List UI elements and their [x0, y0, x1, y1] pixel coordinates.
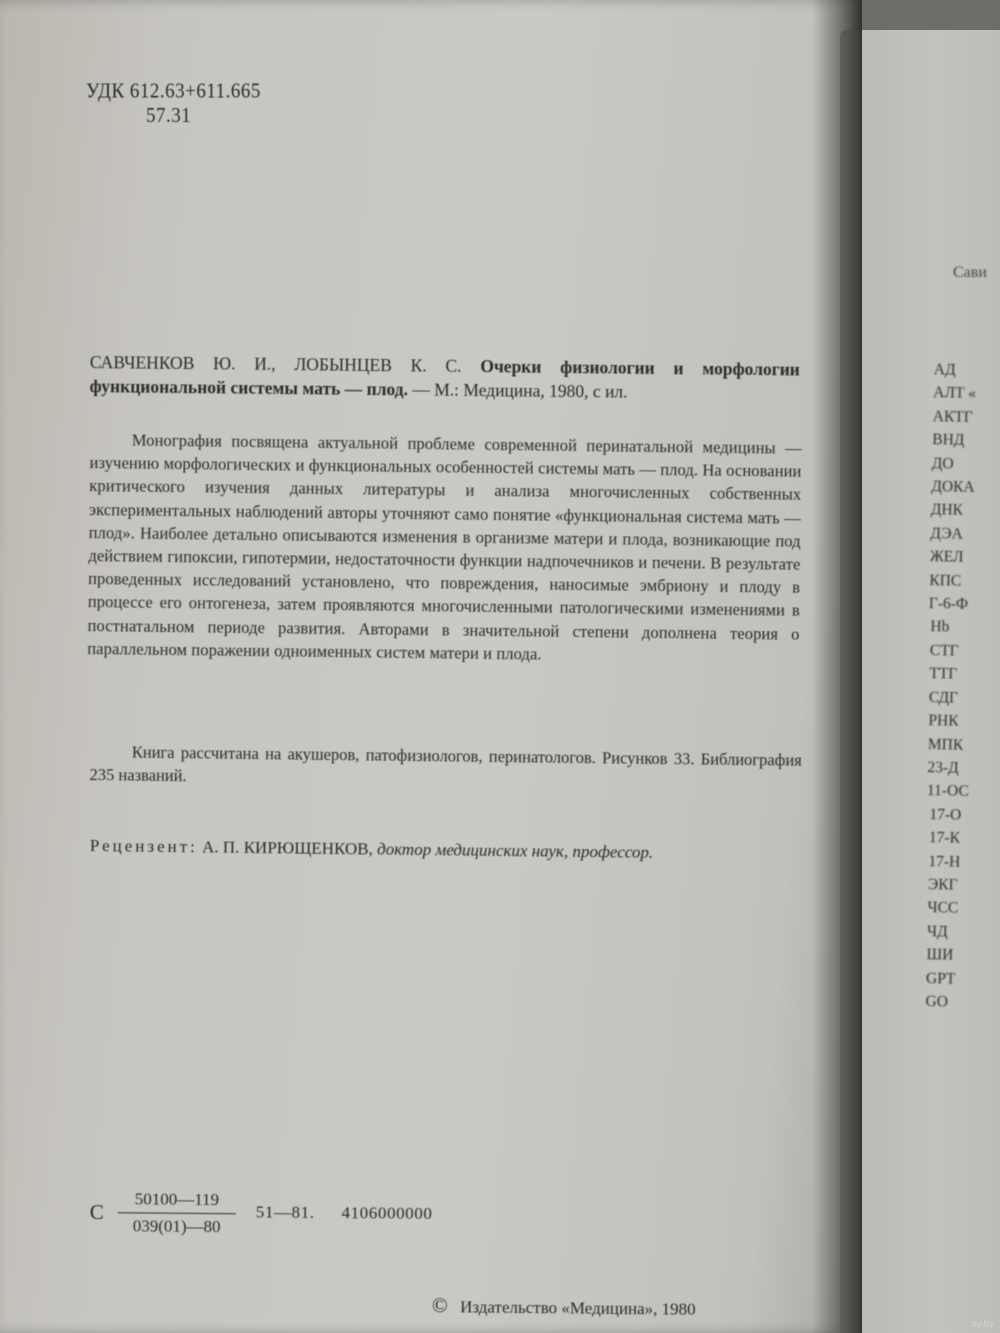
abbreviation-item: 17-Н — [928, 852, 961, 871]
udk-line-1: УДК 612.63+611.665 — [86, 80, 261, 104]
watermark: ay.by — [970, 1319, 994, 1330]
abbreviation-item: 11-ОС — [926, 782, 969, 801]
abbreviation-item: РНК — [928, 712, 959, 730]
abbreviation-item: ШИ — [926, 946, 954, 964]
abbreviation-item: Нb — [930, 618, 950, 636]
right-page — [840, 30, 1000, 1333]
reviewer-role: доктор медицинских наук, профессор. — [376, 839, 654, 862]
abbreviation-item: СДГ — [928, 688, 959, 707]
abbreviation-item: МПК — [927, 735, 964, 754]
citation-authors: САВЧЕНКОВ Ю. И., ЛОБЫНЦЕВ К. С. — [89, 351, 462, 376]
abbreviation-item: ТТГ — [929, 665, 958, 683]
catalog-letter: С — [89, 1199, 104, 1225]
abbreviation-item: GPT — [925, 969, 956, 988]
right-page-heading: Сави — [953, 264, 987, 281]
abbreviation-item: 17-К — [928, 829, 961, 847]
abbreviation-item: ЖЕЛ — [929, 548, 964, 566]
copyright-icon: © — [431, 1293, 448, 1318]
copyright-text: Издательство «Медицина», 1980 — [459, 1297, 696, 1319]
catalog-codes — [256, 1202, 455, 1224]
book-gutter — [812, 0, 862, 1333]
catalog-numerator: 50100—119 — [134, 1189, 220, 1210]
abbreviation-item: ЧСС — [927, 899, 959, 918]
abbreviation-item: ЭКГ — [927, 876, 958, 894]
abbreviation-item: Г-6-Ф — [928, 595, 969, 613]
udk-line-2: 57.31 — [146, 104, 192, 128]
bibliographic-citation — [89, 350, 799, 405]
abbreviation-item: КПС — [929, 571, 962, 590]
abbreviation-item: АКТГ — [932, 407, 973, 426]
abbreviation-item: ВНД — [932, 431, 965, 449]
abbreviation-item: ДО — [931, 454, 954, 473]
abbreviation-item: 23-Д — [927, 758, 959, 777]
abbreviation-item: ДОКА — [931, 478, 975, 496]
catalog-code-1: 51—81. — [255, 1202, 315, 1222]
abbreviation-item: GO — [925, 993, 949, 1011]
reviewer-label: Рецензент: — [89, 835, 198, 857]
udk-code — [86, 80, 261, 128]
citation-imprint: — М.: Медицина, 1980, с ил. — [412, 379, 628, 402]
annotation-paragraph: Монография посвящена актуальной проблеме современной перинатальной медицины — изучению морфологических и функциональных особенностей системы мать — плод. На основании критического изучения данных литературы и анализа многочисленных собственных экспериментальных наблюдений авторы уточняют само понятие «функциональная система мать — плод». Наиболее детально описываются изменения в организме матери и плода, возникающие под действием гипоксии, гипотермии, недостаточности функции надпочечников и печени. В результате проведенных исследований установлено, что повреждения, наносимые эмбриону и плоду в процессе его онтогенеза, затем проявляются многочисленными патологическими изменениями в постнатальном периоде развития. Авторами в значительной степени дополнена теория о параллельном поражении одноименных систем матери и плода. — [87, 430, 802, 664]
abbreviation-item: ЧД — [926, 922, 948, 941]
abbreviation-item: СТГ — [929, 641, 959, 660]
reviewer-name: А. П. КИРЮЩЕНКОВ, — [202, 837, 373, 859]
fraction-bar — [118, 1212, 236, 1214]
citation-title: Очерки физиологии и морфологии функциональной системы мать — плод. — [89, 356, 800, 400]
abbreviation-item: АЛТ « — [933, 384, 977, 403]
abbreviation-item: 17-О — [929, 805, 962, 824]
catalog-denominator: 039(01)—80 — [132, 1216, 221, 1237]
abbreviation-item: ДНК — [930, 501, 964, 520]
copyright-line — [432, 1293, 696, 1321]
audience-paragraph: Книга рассчитана на акушеров, патофизиологов, перинатологов. Рисунков 33. Библиография 235 названий. — [89, 742, 802, 786]
abbreviation-item: ДЭА — [930, 524, 963, 543]
catalog-fraction — [118, 1188, 236, 1238]
abbreviation-item: АД — [933, 361, 956, 379]
catalog-code-2: 4106000000 — [341, 1203, 433, 1223]
